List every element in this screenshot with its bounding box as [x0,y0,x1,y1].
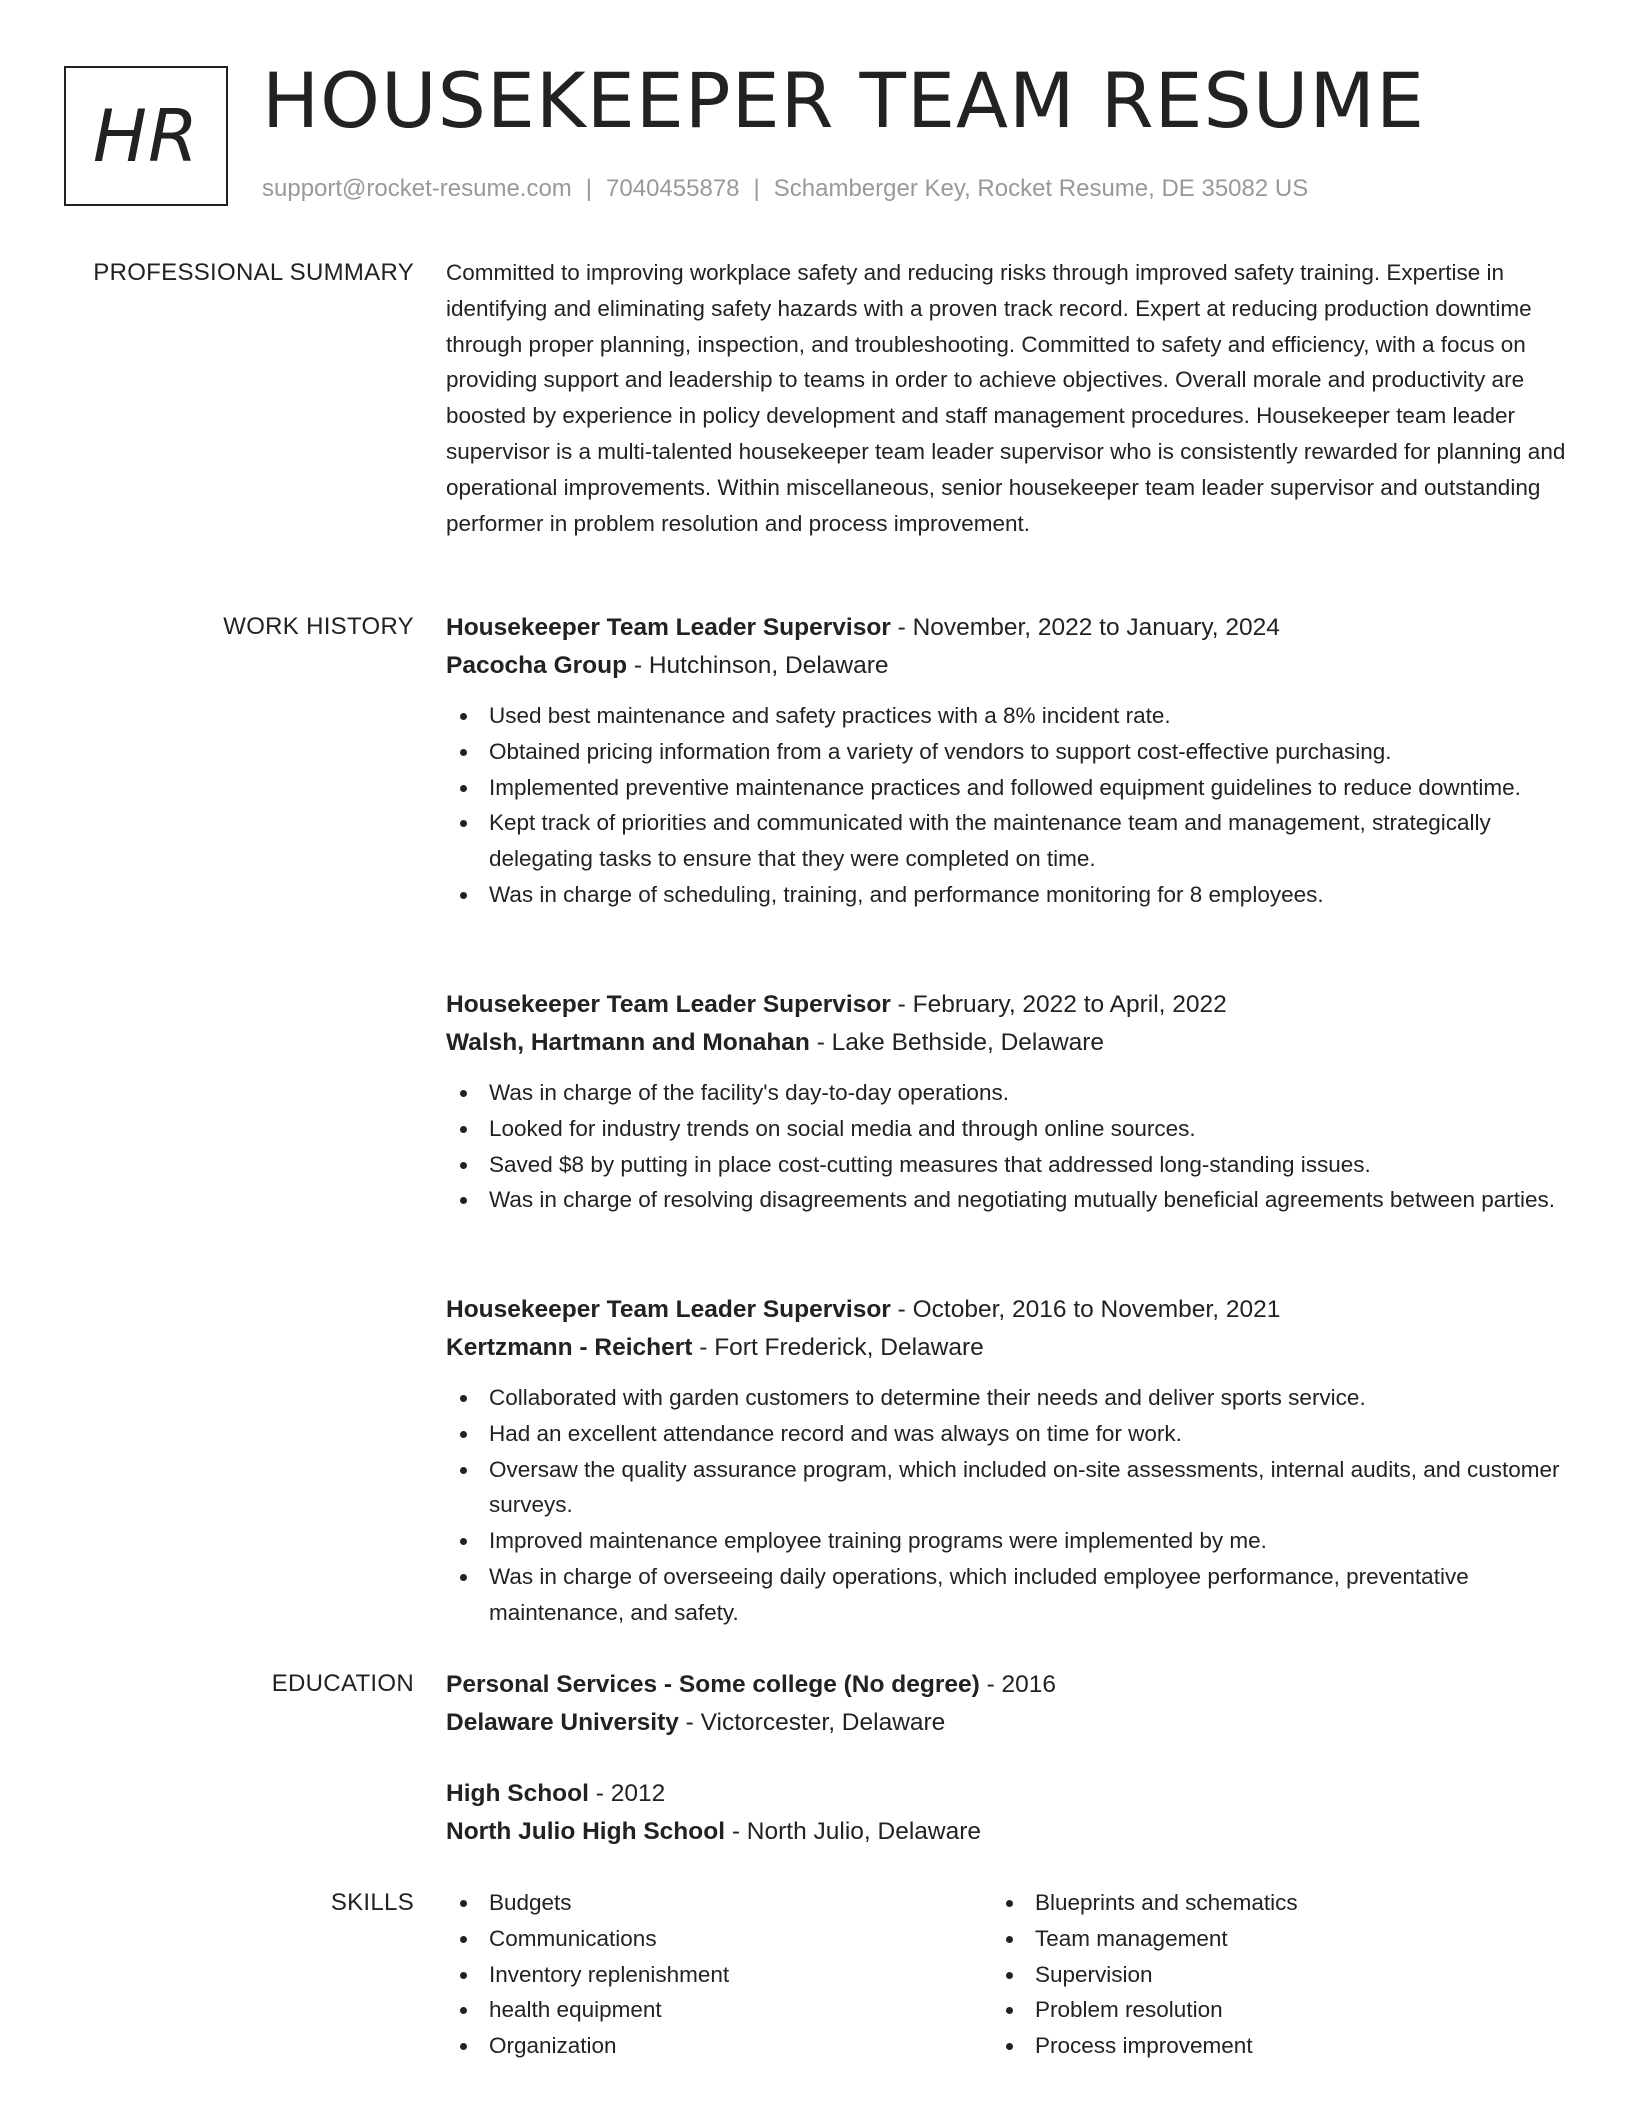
education-year: - 2016 [979,1671,1057,1698]
job-title-line [446,1294,1566,1326]
job-bullet: Improved maintenance employee training programs were implemented by me. [446,1523,1566,1559]
education-location: - North Julio, Delaware [725,1818,981,1845]
job-bullet: Obtained pricing information from a variety of vendors to support cost-effective purchasing. [446,734,1566,770]
job-dates: - February, 2022 to April, 2022 [890,991,1227,1018]
job-bullet-list [446,1075,1566,1218]
job-company-line [446,1027,1566,1059]
skill-item: Problem resolution [992,1992,1512,2028]
job-location: - Lake Bethside, Delaware [809,1029,1105,1056]
education-entry [446,1669,1566,1739]
contact-line [262,174,1308,204]
contact-address: Schamberger Key, Rocket Resume, DE 35082 US [773,175,1309,202]
job-company: Walsh, Hartmann and Monahan [446,1029,810,1056]
skill-item: Blueprints and schematics [992,1885,1512,1921]
education-school: North Julio High School [446,1818,726,1845]
job-bullet: Collaborated with garden customers to determine their needs and deliver sports service. [446,1380,1566,1416]
education-degree: High School [446,1780,589,1807]
education-degree-line [446,1669,1566,1701]
education-school-line [446,1707,1566,1739]
contact-phone: 7040455878 [606,175,740,202]
education-degree: Personal Services - Some college (No degree) [446,1671,980,1698]
job-dates: - October, 2016 to November, 2021 [890,1296,1281,1323]
skills-column-right [992,1885,1512,2064]
skill-item: health equipment [446,1992,966,2028]
job-title-line [446,989,1566,1021]
skills-column-left [446,1885,966,2064]
education-year: - 2012 [588,1780,666,1807]
job-location: - Fort Frederick, Delaware [692,1334,984,1361]
contact-separator: | [753,175,760,202]
job-bullet-list [446,1380,1566,1631]
job-bullet: Was in charge of resolving disagreements and negotiating mutually beneficial agreements between parties. [446,1182,1566,1218]
skills-list [992,1885,1512,2064]
resume-title: HOUSEKEEPER TEAM RESUME [262,56,1425,145]
job-bullet: Saved $8 by putting in place cost-cutting measures that addressed long-standing issues. [446,1147,1566,1183]
job-company-line [446,1332,1566,1364]
job-bullet: Implemented preventive maintenance practices and followed equipment guidelines to reduce downtime. [446,770,1566,806]
skill-item: Communications [446,1921,966,1957]
skills-list [446,1885,966,2064]
section-label-summary: PROFESSIONAL SUMMARY [93,259,414,286]
job-bullet: Was in charge of the facility's day-to-day operations. [446,1075,1566,1111]
section-label-work-history: WORK HISTORY [223,613,414,640]
job-entry [446,1294,1566,1631]
education-entry [446,1778,1566,1848]
job-bullet: Used best maintenance and safety practices with a 8% incident rate. [446,698,1566,734]
job-company: Pacocha Group [446,652,628,679]
section-label-education: EDUCATION [271,1670,414,1697]
job-bullet: Looked for industry trends on social media and through online sources. [446,1111,1566,1147]
job-company-line [446,650,1566,682]
skill-item: Process improvement [992,2028,1512,2064]
skill-item: Team management [992,1921,1512,1957]
job-location: - Hutchinson, Delaware [627,652,889,679]
skill-item: Organization [446,2028,966,2064]
summary-body [446,258,1566,541]
contact-email: support@rocket-resume.com [262,175,572,202]
job-entry [446,989,1566,1218]
job-bullet: Was in charge of scheduling, training, and performance monitoring for 8 employees. [446,877,1566,913]
education-location: - Victorcester, Delaware [678,1709,946,1736]
skill-item: Supervision [992,1957,1512,1993]
contact-separator: | [585,175,593,202]
education-degree-line [446,1778,1566,1810]
job-dates: - November, 2022 to January, 2024 [890,614,1280,641]
job-company: Kertzmann - Reichert [446,1334,693,1361]
education-school-line [446,1816,1566,1848]
job-title: Housekeeper Team Leader Supervisor [446,991,891,1018]
skill-item: Inventory replenishment [446,1957,966,1993]
job-bullet-list [446,698,1566,913]
summary-text: Committed to improving workplace safety and reducing risks through improved safety training. Expertise in identifying and eliminating safety hazards with a proven track record. Expert at reducing production downtime through proper planning, inspection, and troubleshooting. Committed to safety and efficiency, with a focus on providing support and leadership to teams in order to achieve objectives. Overall morale and productivity are boosted by experience in policy development and staff management procedures. Housekeeper team leader supervisor is a multi-talented housekeeper team leader supervisor who is consistently rewarded for planning and operational improvements. Within miscellaneous, senior housekeeper team leader supervisor and outstanding performer in problem resolution and process improvement. [446,260,1566,536]
section-label-skills: SKILLS [330,1889,414,1916]
job-title-line [446,612,1566,644]
job-entry [446,612,1566,913]
job-title: Housekeeper Team Leader Supervisor [446,614,891,641]
job-bullet: Oversaw the quality assurance program, which included on-site assessments, internal audits, and customer surveys. [446,1452,1566,1524]
education-school: Delaware University [446,1709,679,1736]
job-title: Housekeeper Team Leader Supervisor [446,1296,891,1323]
skill-item: Budgets [446,1885,966,1921]
job-bullet: Kept track of priorities and communicated with the maintenance team and management, strategically delegating tasks to ensure that they were completed on time. [446,805,1566,877]
monogram-badge: HR [64,66,228,206]
job-bullet: Was in charge of overseeing daily operations, which included employee performance, preventative maintenance, and safety. [446,1559,1566,1631]
job-bullet: Had an excellent attendance record and was always on time for work. [446,1416,1566,1452]
